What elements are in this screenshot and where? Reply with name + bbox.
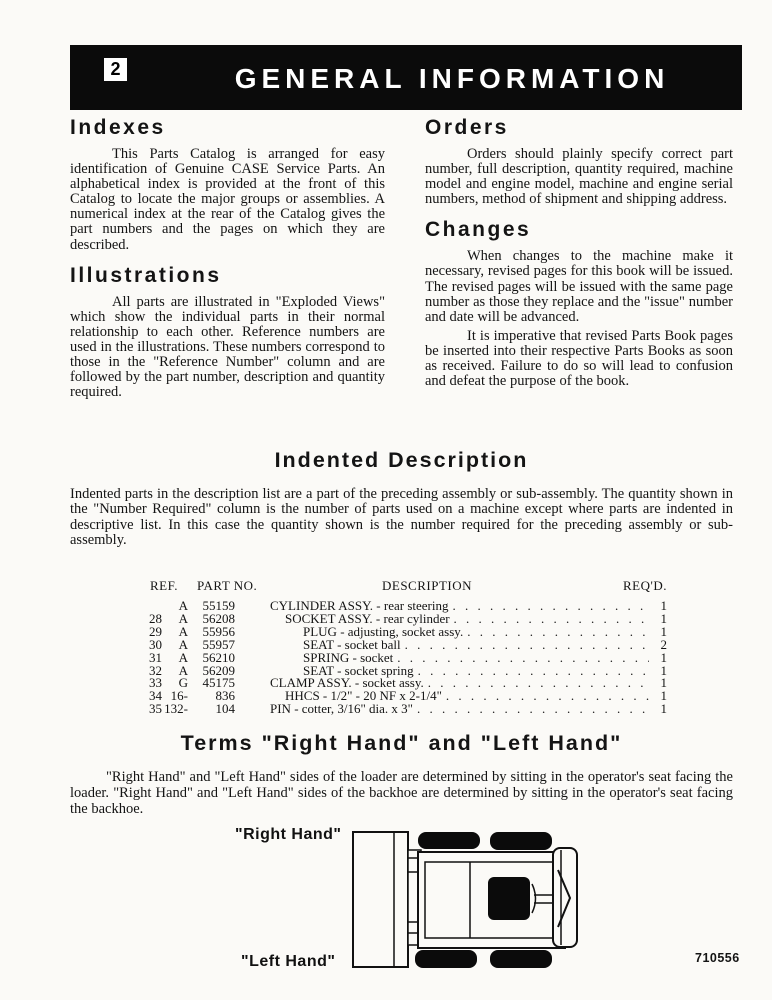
terms-section	[70, 733, 733, 817]
indented-description-heading: Indented Description	[274, 448, 529, 472]
loader-top-view-drawing	[230, 820, 620, 995]
rear-end-cap	[553, 848, 577, 947]
description-cell: SEAT - socket ball	[303, 636, 401, 652]
ref-cell: 32	[149, 662, 162, 678]
ref-cell: 35	[149, 701, 162, 717]
ref-cell: 34	[149, 688, 162, 704]
description-cell: PLUG - adjusting, socket assy.	[303, 623, 464, 639]
right-column	[425, 118, 733, 400]
indexes-paragraph: This Parts Catalog is arranged for easy identification of Genuine CASE Service Parts. An alphabetical index is provided at the front of this Catalog to locate the major groups or assemblies. A numerical index at the rear of the Catalog gives the part numbers and the pages on which they are described.	[70, 146, 385, 253]
parts-table	[140, 578, 667, 716]
column-header-reqd: REQ'D.	[623, 578, 667, 593]
dot-leader	[446, 690, 649, 703]
description-cell: PIN - cotter, 3/16" dia. x 3"	[270, 701, 413, 717]
loader-orientation-diagram	[230, 820, 620, 995]
description-cell: SPRING - socket	[303, 649, 394, 665]
dot-leader	[418, 665, 649, 678]
table-row	[140, 703, 667, 716]
terms-paragraph: "Right Hand" and "Left Hand" sides of the loader are determined by sitting in the operator's seat facing the loader. "Right Hand" and "Left Hand" sides of the backhoe are determined by sitting in the operator's seat facing the backhoe.	[70, 769, 733, 817]
wheel-rear-right	[490, 832, 552, 850]
part-prefix-cell: G	[178, 675, 188, 691]
orders-paragraph: Orders should plainly specify correct part number, full description, quantity required, machine model and engine model, machine and engine serial numbers, method of shipment and shipping address.	[425, 146, 733, 208]
part-prefix-cell: 16-	[170, 688, 188, 704]
dot-leader	[428, 677, 649, 690]
description-cell: SOCKET ASSY. - rear cylinder	[285, 610, 450, 626]
left-hand-label: "Left Hand"	[241, 953, 336, 970]
right-hand-label: "Right Hand"	[235, 826, 342, 843]
part-number-cell: 56208	[202, 610, 235, 626]
column-header-part-no: PART NO.	[197, 578, 258, 593]
page-header-bar	[70, 45, 742, 110]
changes-heading: Changes	[425, 218, 532, 242]
terms-heading: Terms "Right Hand" and "Left Hand"	[180, 731, 623, 755]
dot-leader	[417, 703, 649, 716]
loader-bucket	[353, 832, 408, 967]
quantity-cell: 1	[660, 610, 667, 626]
part-number-cell: 56210	[202, 649, 235, 665]
quantity-cell: 1	[660, 623, 667, 639]
ref-cell: 30	[149, 636, 162, 652]
dot-leader	[454, 613, 649, 626]
part-number-cell: 836	[215, 688, 235, 704]
column-header-ref: REF.	[150, 578, 179, 593]
quantity-cell: 1	[660, 662, 667, 678]
column-header-description: DESCRIPTION	[382, 578, 473, 593]
parts-table-header	[140, 578, 667, 600]
indented-description-paragraph: Indented parts in the description list are a part of the preceding assembly or sub-assembly. The quantity shown in the "Number Required" column is the number of parts used on a machine except where parts are indented in descriptive list. In this case the quantity shown is the number required for the preceding assembly or sub-assembly.	[70, 486, 733, 549]
part-prefix-cell: A	[178, 636, 188, 652]
illustrations-heading: Illustrations	[70, 263, 222, 287]
quantity-cell: 1	[660, 675, 667, 691]
description-cell: SEAT - socket spring	[303, 662, 414, 678]
parts-table-body	[140, 600, 667, 716]
part-prefix-cell: A	[178, 649, 188, 665]
page-title: GENERAL INFORMATION	[234, 63, 670, 94]
wheel-front-left	[415, 950, 477, 968]
operator-seat	[488, 877, 530, 920]
part-prefix-cell: A	[178, 610, 188, 626]
part-number-cell: 56209	[202, 662, 235, 678]
dot-leader	[467, 626, 649, 639]
wheel-rear-left	[490, 950, 552, 968]
left-column	[70, 118, 385, 400]
part-prefix-cell: A	[178, 623, 188, 639]
part-number-cell: 55159	[202, 598, 235, 613]
quantity-cell: 1	[660, 598, 667, 613]
dot-leader	[397, 652, 649, 665]
illustrations-paragraph: All parts are illustrated in "Exploded Views" which show the individual parts in their normal relationship to each other. Reference numbers are used in the illustrations. These numbers correspond to those in the "Reference Number" column and are followed by the part number, description and quantity required.	[70, 293, 385, 401]
part-prefix-cell: 132-	[164, 701, 188, 717]
intro-columns	[70, 118, 733, 400]
description-cell: CLAMP ASSY. - socket assy.	[270, 675, 424, 691]
changes-paragraph-1: When changes to the machine make it necessary, revised pages for this book will be issued. The revised pages will be issued with the same page number as those they replace and the "issue" number and date will be advanced.	[425, 248, 733, 325]
indented-description-section	[70, 450, 733, 549]
part-number-cell: 104	[215, 701, 235, 717]
ref-cell: 31	[149, 649, 162, 665]
ref-cell: 29	[149, 623, 162, 639]
part-prefix-cell: A	[178, 662, 188, 678]
dot-leader	[453, 600, 650, 613]
quantity-cell: 1	[660, 701, 667, 717]
wheel-front-right	[418, 832, 480, 849]
ref-cell: 28	[149, 610, 162, 626]
description-cell: CYLINDER ASSY. - rear steering	[270, 598, 449, 613]
part-prefix-cell: A	[178, 598, 188, 613]
indexes-heading: Indexes	[70, 116, 166, 139]
dot-leader	[405, 639, 649, 652]
quantity-cell: 2	[660, 636, 667, 652]
ref-cell: 33	[149, 675, 162, 691]
section-number-badge: 2	[104, 58, 127, 81]
quantity-cell: 1	[660, 688, 667, 704]
changes-paragraph-2: It is imperative that revised Parts Book pages be inserted into their respective Parts Books as soon as received. Failure to do so will lead to confusion and defeat the purpose of the book.	[425, 327, 733, 390]
part-number-cell: 55957	[202, 636, 235, 652]
part-number-cell: 55956	[202, 623, 235, 639]
orders-heading: Orders	[425, 116, 509, 139]
part-number-cell: 45175	[202, 675, 235, 691]
form-number: 710556	[695, 951, 740, 965]
description-cell: HHCS - 1/2" - 20 NF x 2-1/4"	[285, 688, 442, 704]
quantity-cell: 1	[660, 649, 667, 665]
